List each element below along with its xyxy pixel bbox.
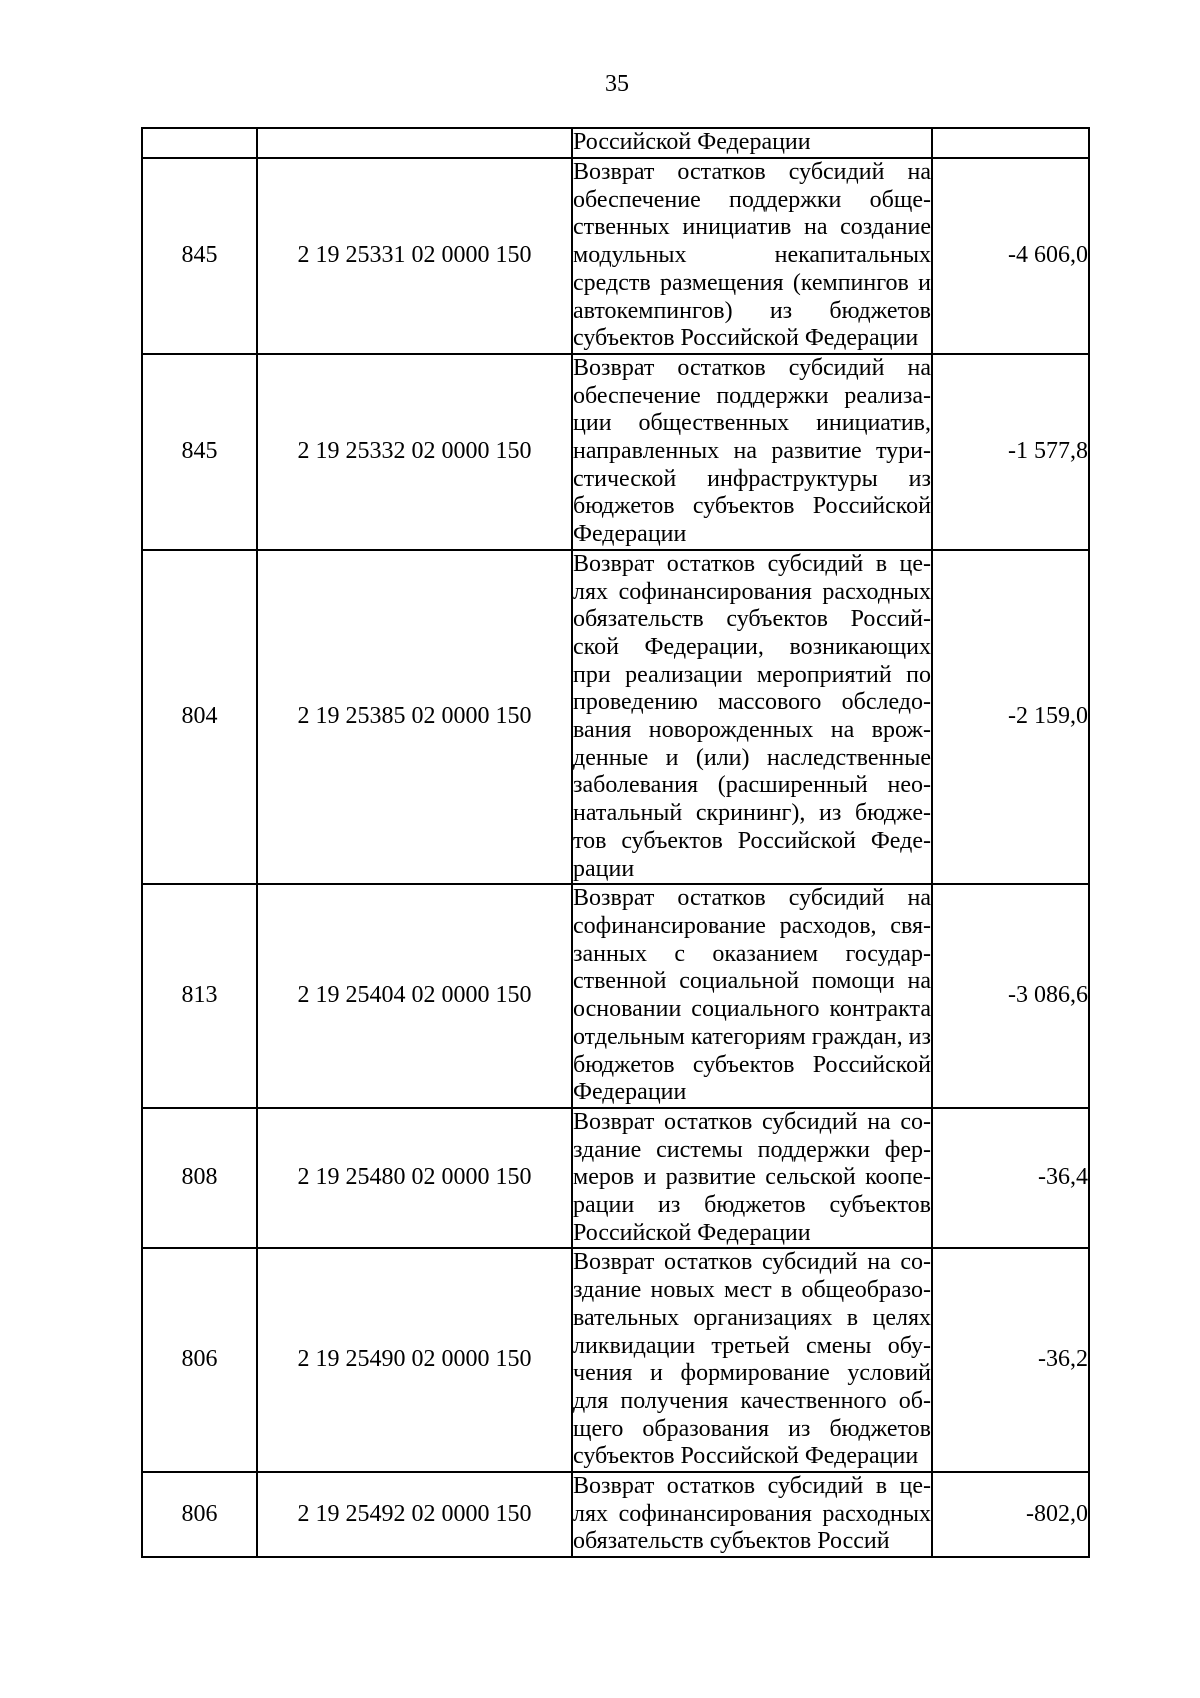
code-cell: 2 19 25480 02 0000 150	[257, 1108, 572, 1249]
admin-cell: 806	[142, 1472, 257, 1557]
admin-cell: 806	[142, 1248, 257, 1472]
admin-cell: 813	[142, 884, 257, 1108]
description-cell: Возврат остатков субсидий на софинансирование расходов, связанных с оказанием государственной социальной помощи на основании социального контракта отдельным категориям граждан, из бюджетов субъектов Российской Федерации	[572, 884, 932, 1108]
description-cell: Возврат остатков субсидий на обеспечение поддержки реализации общественных инициатив, направленных на развитие туристической инфраструктуры из бюджетов субъектов Российской Федерации	[572, 354, 932, 550]
description-cell: Возврат остатков субсидий в целях софинансирования расходных обязательств субъектов Российской Федерации, возникающих при реализации мероприятий по проведению массового обследования новорожденных на врожденные и (или) наследственные заболевания (расширенный неонатальный скрининг), из бюджетов субъектов Российской Федерации	[572, 550, 932, 884]
code-cell: 2 19 25331 02 0000 150	[257, 158, 572, 354]
amount-cell: -802,0	[932, 1472, 1089, 1557]
description-cell: Возврат остатков субсидий в целях софинансирования расходных обязательств субъектов Россий	[572, 1472, 932, 1557]
amount-cell: -4 606,0	[932, 158, 1089, 354]
table-row	[142, 550, 1089, 884]
admin-cell: 845	[142, 354, 257, 550]
code-cell	[257, 128, 572, 158]
admin-cell: 808	[142, 1108, 257, 1249]
amount-cell	[932, 128, 1089, 158]
admin-cell: 845	[142, 158, 257, 354]
description-cell: Российской Федерации	[572, 128, 932, 158]
code-cell: 2 19 25492 02 0000 150	[257, 1472, 572, 1557]
amount-cell: -1 577,8	[932, 354, 1089, 550]
code-cell: 2 19 25385 02 0000 150	[257, 550, 572, 884]
description-cell: Возврат остатков субсидий на создание системы поддержки фермеров и развитие сельской кооперации из бюджетов субъектов Российской Федерации	[572, 1108, 932, 1249]
table-row	[142, 354, 1089, 550]
table-row	[142, 1472, 1089, 1557]
page-number: 35	[605, 71, 629, 97]
table-row	[142, 1248, 1089, 1472]
table-row-continuation	[142, 128, 1089, 158]
amount-cell: -36,4	[932, 1108, 1089, 1249]
amount-cell: -36,2	[932, 1248, 1089, 1472]
table-row	[142, 884, 1089, 1108]
code-cell: 2 19 25490 02 0000 150	[257, 1248, 572, 1472]
amount-cell: -3 086,6	[932, 884, 1089, 1108]
code-cell: 2 19 25404 02 0000 150	[257, 884, 572, 1108]
admin-cell: 804	[142, 550, 257, 884]
description-cell: Возврат остатков субсидий на создание новых мест в общеобразовательных организациях в целях ликвидации третьей смены обучения и формирование условий для получения качественного общего образования из бюджетов субъектов Российской Федерации	[572, 1248, 932, 1472]
table-row	[142, 1108, 1089, 1249]
budget-table	[141, 127, 1090, 1558]
description-cell: Возврат остатков субсидий на обеспечение поддержки общественных инициатив на создание модульных некапитальных средств размещения (кемпингов и автокемпингов) из бюджетов субъектов Российской Федерации	[572, 158, 932, 354]
table-row	[142, 158, 1089, 354]
code-cell: 2 19 25332 02 0000 150	[257, 354, 572, 550]
admin-cell	[142, 128, 257, 158]
amount-cell: -2 159,0	[932, 550, 1089, 884]
